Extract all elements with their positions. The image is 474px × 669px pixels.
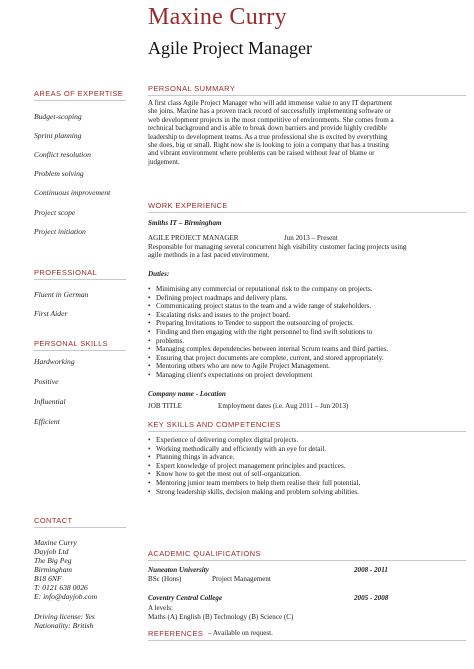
driving-license: Driving license: Yes	[34, 612, 95, 621]
professional-item: Fluent in German	[34, 290, 89, 299]
skill-item: • Mentoring junior team members to help them realise their full potential.	[148, 479, 466, 488]
references-text: – Available on request.	[208, 629, 273, 637]
duty-continuation: • problems.	[148, 337, 466, 346]
expertise-item: Project initiation	[34, 227, 86, 236]
summary-text	[148, 99, 466, 166]
expertise-item: Problem solving	[34, 169, 84, 178]
duty-item: • Defining project roadmaps and delivery plans.	[148, 294, 466, 303]
education-heading: ACADEMIC QUALIFICATIONS	[148, 549, 261, 558]
skills-list	[148, 436, 466, 496]
divider	[148, 640, 466, 641]
contact-line: B18 6NF	[34, 574, 62, 583]
skill-item: • Experience of delivering complex digital projects.	[148, 436, 466, 445]
skill-item: • Planning things in advance.	[148, 453, 466, 462]
contact-line: Maxine Curry	[34, 538, 77, 547]
role-description	[148, 243, 466, 260]
job-title: Agile Project Manager	[148, 38, 312, 58]
skill-item: • Working methodically and efficiently with an eye for detail.	[148, 445, 466, 454]
summary-line: A first class Agile Project Manager who will add immense value to any IT department	[148, 99, 393, 107]
sidebar	[0, 0, 136, 669]
professional-heading: PROFESSIONAL	[34, 268, 98, 277]
divider	[34, 527, 126, 528]
divider	[148, 431, 466, 432]
skill-item: • Know how to get the most out of self-organization.	[148, 470, 466, 479]
role-title: AGILE PROJECT MANAGER	[148, 234, 239, 242]
school1: Nuneaton University	[148, 566, 209, 574]
duties-list	[148, 285, 466, 380]
summary-line: she joins. Maxine has a proven track record of successfully implementing software or	[148, 107, 391, 116]
contact-line: The Big Peg	[34, 556, 72, 565]
personal-skills-heading: PERSONAL SKILLS	[34, 339, 109, 348]
personal-skill-item: Positive	[34, 377, 59, 386]
divider	[34, 279, 126, 280]
duty-item: • Managing client's expectations on project development	[148, 371, 466, 380]
skill-item: • Strong leadership skills, decision making and problem solving abilities.	[148, 488, 466, 497]
duty-item: • Escalating risks and issues to the project board.	[148, 311, 466, 320]
duty-item: • Mentoring others who are new to Agile Project Management.	[148, 362, 466, 371]
company2: Company name - Location	[148, 390, 226, 398]
job2-dates: Employment dates (i.e. Aug 2011 – Jun 2013)	[218, 402, 349, 410]
expertise-item: Project scope	[34, 208, 76, 217]
role-dates: Jun 2013 – Present	[284, 234, 338, 242]
personal-skill-item: Hardworking	[34, 357, 75, 366]
summary-line: web development projects in the most competitive of environments. She comes from a	[148, 115, 394, 124]
summary-line: judgement.	[148, 157, 180, 166]
divider	[148, 95, 466, 96]
expertise-item: Conflict resolution	[34, 150, 91, 159]
school2: Coventry Central College	[148, 594, 223, 602]
degree-subject: Project Management	[212, 575, 271, 583]
summary-line: technical background and is able to break down barriers and provide highly credible	[148, 124, 387, 133]
expertise-heading: AREAS OF EXPERTISE	[34, 89, 124, 98]
alevels-label: A levels:	[148, 604, 174, 612]
summary-line: she does, big or small. Right now she is looking to join a company that has a trusting	[148, 141, 389, 150]
nationality: Nationality: British	[34, 621, 94, 630]
contact-phone: T: 0121 638 0026	[34, 583, 88, 592]
personal-skill-item: Influential	[34, 397, 66, 406]
expertise-item: Continuous improvement	[34, 188, 111, 197]
contact-email[interactable]: E: info@dayjob.com	[34, 592, 98, 601]
description-line: agile methods in a fast paced environment.	[148, 251, 270, 260]
description-line: Responsible for managing several concurrent high visibility customer facing projects using	[148, 243, 407, 251]
school1-years: 2008 - 2011	[354, 566, 388, 574]
work-heading: WORK EXPERIENCE	[148, 201, 228, 210]
duty-item: • Communicating project status to the team and a wide range of stakeholders.	[148, 302, 466, 311]
skill-item: • Expert knowledge of project management principles and practices.	[148, 462, 466, 471]
summary-line: and vibrant environment where problems can be raised without fear of blame or	[148, 149, 375, 158]
school2-years: 2005 - 2008	[354, 594, 389, 602]
contact-heading: CONTACT	[34, 516, 73, 525]
references-heading: REFERENCES	[148, 629, 204, 638]
summary-heading: PERSONAL SUMMARY	[148, 84, 236, 93]
expertise-item: Budget-scoping	[34, 112, 82, 121]
divider	[34, 350, 126, 351]
expertise-item: Sprint planning	[34, 131, 82, 140]
divider	[148, 212, 466, 213]
personal-skill-item: Efficient	[34, 417, 60, 426]
summary-line: leadership to development teams. As a true professional she is excited by everything	[148, 132, 388, 141]
duty-item: • Managing complex dependencies between internal Scrum teams and third parties.	[148, 345, 466, 354]
contact-line: Dayjob Ltd	[34, 547, 69, 556]
skills-heading: KEY SKILLS AND COMPETENCIES	[148, 420, 281, 429]
candidate-name: Maxine Curry	[148, 4, 287, 30]
divider	[148, 560, 466, 561]
employer: Smiths IT – Birmingham	[148, 219, 222, 227]
duties-label: Duties:	[148, 270, 170, 278]
divider	[34, 100, 126, 101]
degree: BSc (Hons)	[148, 575, 182, 583]
duty-item: • Minimising any commercial or reputational risk to the company on projects.	[148, 285, 466, 294]
contact-line: Birmingham	[34, 565, 72, 574]
professional-item: First Aider	[34, 309, 68, 318]
duty-item: • Finding and then engaging with the right personnel to find swift solutions to	[148, 328, 466, 337]
duty-item: • Preparing Invitations to Tender to support the outsourcing of projects.	[148, 319, 466, 328]
job2-title: JOB TITLE	[148, 402, 182, 410]
alevels-grades: Maths (A) English (B) Technology (B) Science (C)	[148, 613, 294, 621]
duty-item: • Ensuring that project documents are complete, current, and stored appropriately.	[148, 354, 466, 363]
